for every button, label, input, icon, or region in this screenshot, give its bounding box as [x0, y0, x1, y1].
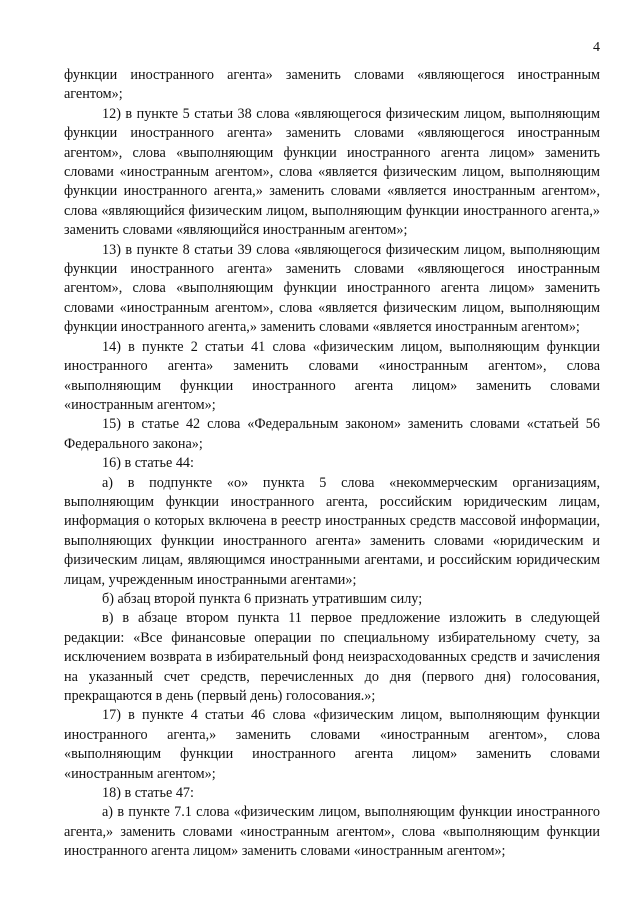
paragraph-item-16-b: б) абзац второй пункта 6 признать утратившим силу; [102, 590, 423, 607]
paragraph-item-18-a: а) в пункте 7.1 слова «физическим лицом, выполняющим функции иностранного агента,» заменить словами «иностранным агентом», слова «выполняющим функции иностранного агента лицом» заменить словами «иностранным агентом»; [64, 804, 600, 860]
paragraph-item-15: 15) в статье 42 слова «Федеральным законом» заменить словами «статьей 56 Федерального закона»; [64, 416, 600, 452]
paragraph-item-18: 18) в статье 47: [102, 785, 194, 802]
paragraph-item-12: 12) в пункте 5 статьи 38 слова «являющегося физическим лицом, выполняющим функции иностранного агента» заменить словами «являющегося иностранным агентом», слова «выполняющим функции иностранного агента лицом» заменить словами «иностранным агентом», слова «является физическим лицом, выполняющим функции иностранного агента,» заменить словами «является иностранным агентом», слова «являющийся физическим лицом, выполняющим функции иностранного агента,» заменить словами «являющийся иностранным агентом»; [64, 105, 600, 239]
paragraph-continuation: функции иностранного агента» заменить словами «являющегося иностранным агентом»; [64, 67, 600, 103]
paragraph-item-14: 14) в пункте 2 статьи 41 слова «физическим лицом, выполняющим функции иностранного агента» заменить словами «иностранным агентом», слова «выполняющим функции иностранного агента лицом» заменить словами «иностранным агентом»; [64, 338, 600, 413]
paragraph-item-16-a: а) в подпункте «о» пункта 5 слова «некоммерческим организациям, выполняющим функции иностранного агента, российским юридическим лицам, информация о которых включена в реестр иностранных средств массовой информации, выполняющих функции иностранного агента» заменить словами «юридическим и физическим лицам, являющимся иностранными агентами, и российским юридическим лицам, учрежденным иностранными агентами»; [64, 474, 600, 588]
page-number: 4 [593, 40, 600, 55]
document-body [64, 66, 600, 862]
paragraph-item-17: 17) в пункте 4 статьи 46 слова «физическим лицом, выполняющим функции иностранного агента,» заменить словами «иностранным агентом», слова «выполняющим функции иностранного агента лицом» заменить словами «иностранным агентом»; [64, 707, 600, 782]
paragraph-item-16: 16) в статье 44: [102, 455, 194, 472]
paragraph-item-16-v: в) в абзаце втором пункта 11 первое предложение изложить в следующей редакции: «Все финансовые операции по специальному избирательному счету, за исключением возврата в избирательный фонд неизрасходованных средств и зачисления на указанный счет средств, перечисленных до дня (первого дня) голосования, прекращаются в день (первый день) голосования.»; [64, 610, 600, 704]
paragraph-item-13: 13) в пункте 8 статьи 39 слова «являющегося физическим лицом, выполняющим функции иностранного агента» заменить словами «являющегося иностранным агентом», слова «выполняющим функции иностранного агента лицом» заменить словами «иностранным агентом», слова «является физическим лицом, выполняющим функции иностранного агента,» заменить словами «является иностранным агентом»; [64, 241, 600, 336]
